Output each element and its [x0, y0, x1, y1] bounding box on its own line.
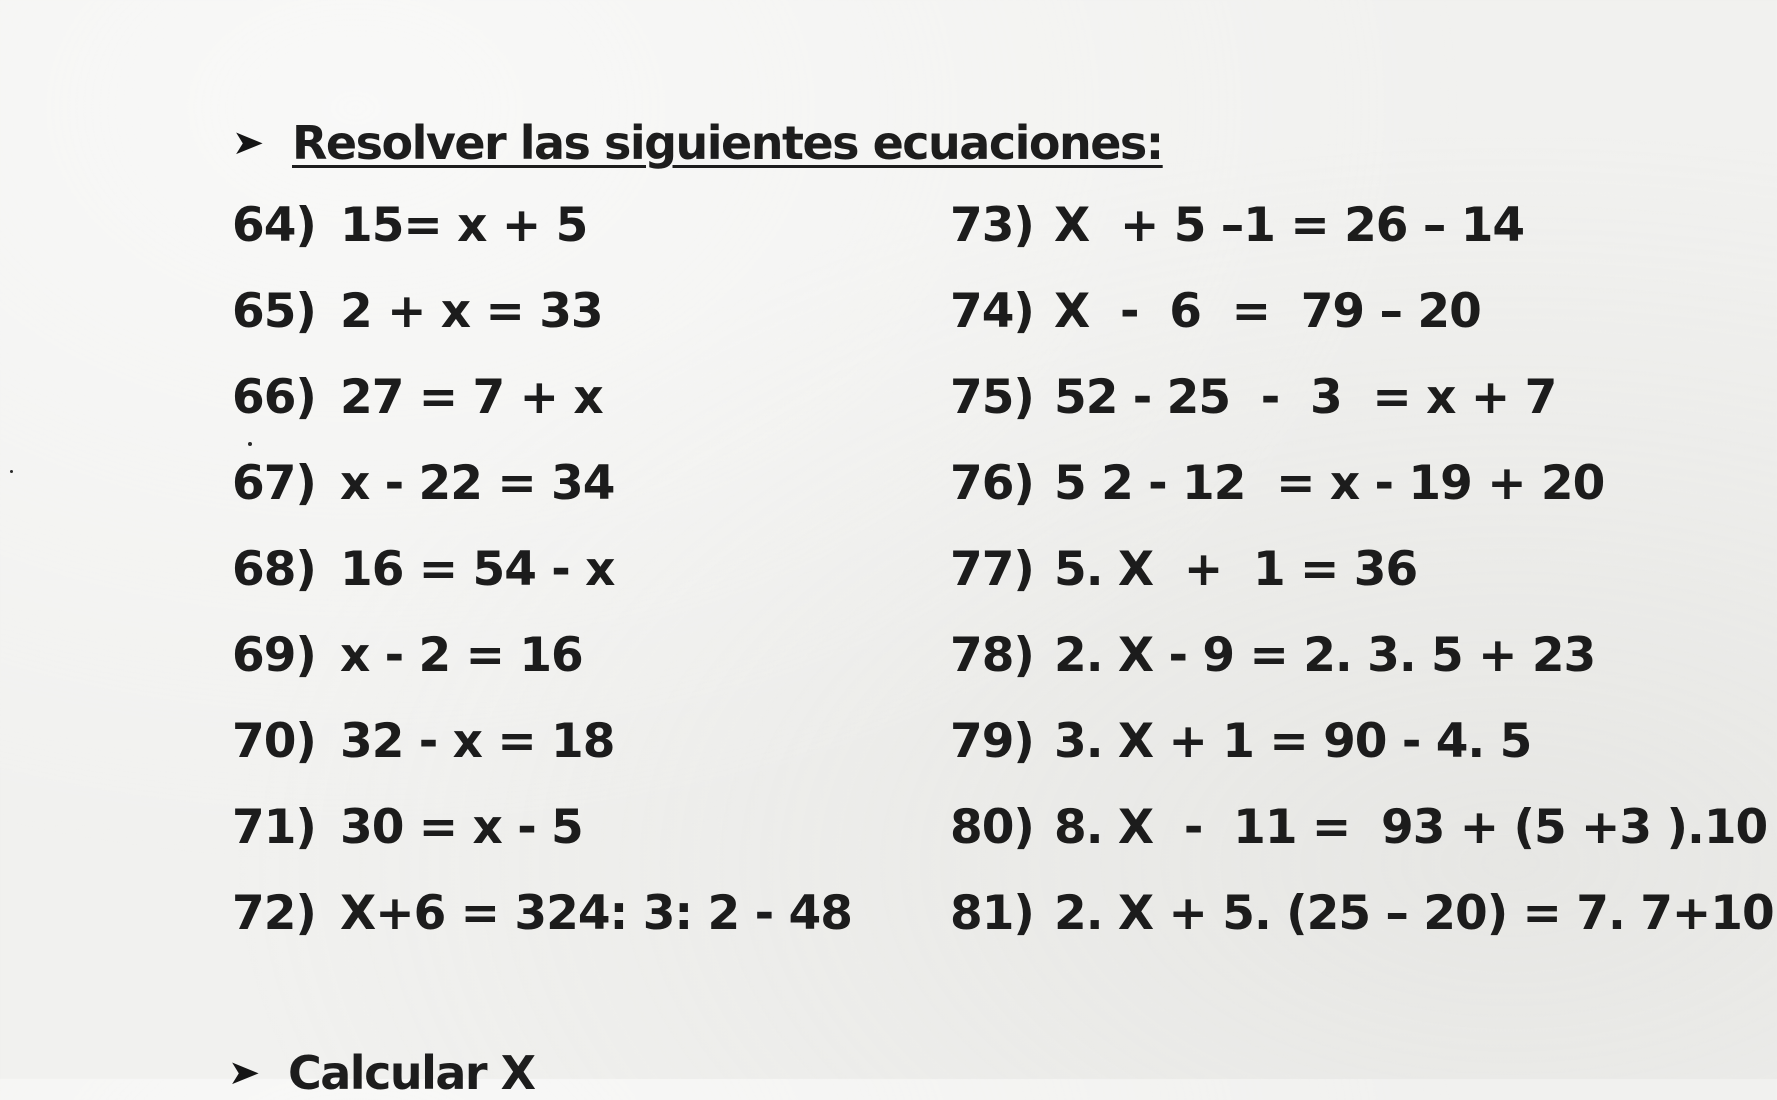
equation-number: 76) — [950, 456, 1034, 511]
equation-text: x - 2 = 16 — [340, 628, 583, 683]
equation-number: 70) — [232, 714, 316, 769]
equations-right-column — [950, 198, 1774, 972]
equation-row — [232, 628, 852, 714]
paper-speck — [248, 442, 252, 446]
equation-row — [950, 456, 1774, 542]
equation-row — [232, 714, 852, 800]
equation-row — [950, 886, 1774, 972]
equation-number: 78) — [950, 628, 1034, 683]
equation-text: X + 5 –1 = 26 – 14 — [1054, 198, 1525, 253]
equation-text: X - 6 = 79 – 20 — [1054, 284, 1481, 339]
bullet-arrow-icon: ➤ — [227, 1053, 261, 1093]
equation-row — [232, 370, 852, 456]
equation-row — [232, 542, 852, 628]
section-header-resolver — [231, 116, 1163, 170]
equation-number: 72) — [232, 886, 316, 941]
equation-text: 32 - x = 18 — [340, 714, 615, 769]
section-header-calcular — [227, 1046, 535, 1100]
equation-text: 2. X + 5. (25 – 20) = 7. 7+10 — [1054, 886, 1774, 941]
equation-row — [232, 886, 852, 972]
equation-number: 81) — [950, 886, 1034, 941]
equation-row — [232, 198, 852, 284]
equation-text: 30 = x - 5 — [340, 800, 583, 855]
equation-text: 5. X + 1 = 36 — [1054, 542, 1418, 597]
equation-number: 79) — [950, 714, 1034, 769]
equation-row — [950, 628, 1774, 714]
equation-number: 64) — [232, 198, 316, 253]
bullet-arrow-icon: ➤ — [231, 123, 265, 163]
equation-text: 16 = 54 - x — [340, 542, 615, 597]
equation-row — [232, 800, 852, 886]
equation-number: 69) — [232, 628, 316, 683]
equation-number: 68) — [232, 542, 316, 597]
equation-text: 2 + x = 33 — [340, 284, 603, 339]
equation-number: 65) — [232, 284, 316, 339]
equation-number: 80) — [950, 800, 1034, 855]
equation-text: 27 = 7 + x — [340, 370, 603, 425]
equations-left-column — [232, 198, 852, 972]
equation-number: 73) — [950, 198, 1034, 253]
equation-text: 52 - 25 - 3 = x + 7 — [1054, 370, 1557, 425]
equation-number: 67) — [232, 456, 316, 511]
equation-row — [950, 284, 1774, 370]
equation-text: 5 2 - 12 = x - 19 + 20 — [1054, 456, 1605, 511]
equation-row — [950, 542, 1774, 628]
equation-text: 8. X - 11 = 93 + (5 +3 ).10 — [1054, 800, 1768, 855]
equation-text: x - 22 = 34 — [340, 456, 615, 511]
equation-number: 75) — [950, 370, 1034, 425]
equation-number: 71) — [232, 800, 316, 855]
equation-row — [232, 284, 852, 370]
equation-number: 74) — [950, 284, 1034, 339]
equation-row — [950, 370, 1774, 456]
section-title-text: Resolver las siguientes ecuaciones: — [292, 116, 1163, 170]
section-title: Calcular X — [288, 1046, 535, 1100]
equation-row — [950, 198, 1774, 284]
equation-text: X+6 = 324: 3: 2 - 48 — [340, 886, 852, 941]
equation-text: 15= x + 5 — [340, 198, 588, 253]
paper-speck — [10, 470, 13, 473]
equation-row — [950, 714, 1774, 800]
equation-row — [950, 800, 1774, 886]
section-title — [292, 116, 1163, 170]
equation-number: 77) — [950, 542, 1034, 597]
equation-text: 2. X - 9 = 2. 3. 5 + 23 — [1054, 628, 1596, 683]
equation-row — [232, 456, 852, 542]
equation-text: 3. X + 1 = 90 - 4. 5 — [1054, 714, 1532, 769]
equation-number: 66) — [232, 370, 316, 425]
